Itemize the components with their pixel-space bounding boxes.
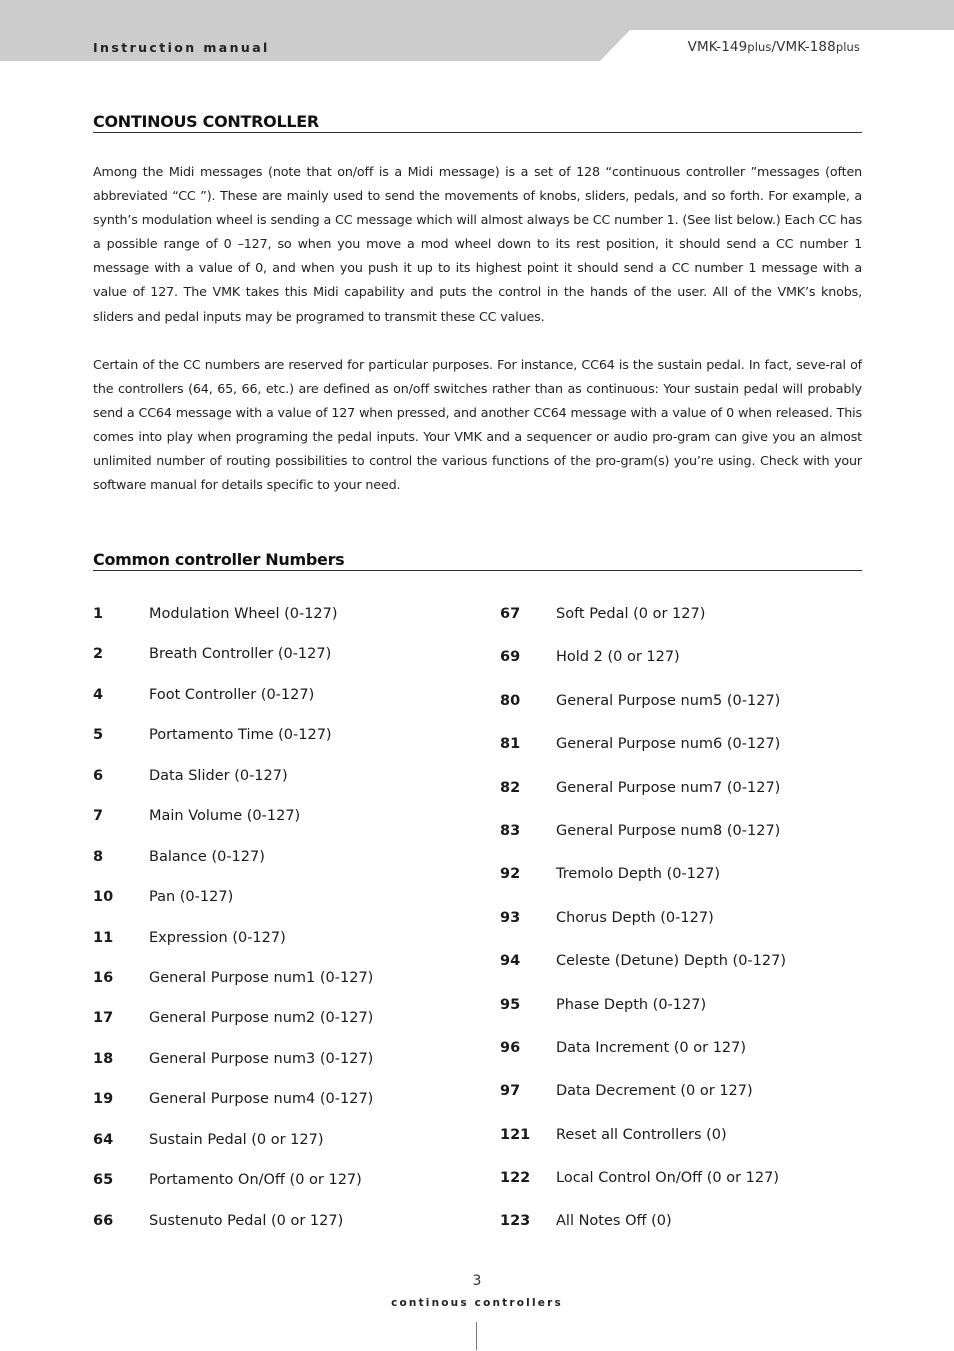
cc-label: Hold 2 (0 or 127) (556, 649, 680, 666)
footer-divider (476, 1322, 477, 1350)
cc-number: 7 (93, 808, 104, 825)
cc-row (93, 1213, 473, 1253)
cc-row (93, 970, 473, 1010)
cc-label: General Purpose num8 (0-127) (556, 822, 781, 839)
cc-number: 11 (93, 929, 114, 946)
cc-row (93, 727, 473, 767)
cc-row (500, 1040, 862, 1083)
cc-row (500, 736, 862, 779)
cc-row (500, 1170, 862, 1213)
cc-number: 16 (93, 969, 114, 986)
cc-number: 5 (93, 727, 104, 744)
cc-label: General Purpose num4 (0-127) (149, 1091, 374, 1108)
cc-label: Pan (0-127) (149, 889, 234, 906)
cc-row (500, 780, 862, 823)
cc-label: Soft Pedal (0 or 127) (556, 606, 706, 622)
cc-list-right (500, 606, 862, 1257)
cc-row (93, 1051, 473, 1091)
cc-number: 95 (500, 996, 521, 1013)
model-a: VMK-149 (687, 39, 748, 55)
cc-label: Expression (0-127) (149, 929, 286, 946)
cc-number: 94 (500, 953, 521, 970)
cc-label: Reset all Controllers (0) (556, 1126, 727, 1143)
cc-label: Sustenuto Pedal (0 or 127) (149, 1212, 344, 1229)
cc-row (500, 649, 862, 692)
cc-number: 80 (500, 692, 521, 709)
page-number: 3 (472, 1273, 482, 1289)
cc-row (93, 1010, 473, 1050)
cc-row (93, 930, 473, 970)
cc-row (93, 646, 473, 686)
cc-row (500, 693, 862, 736)
cc-label: Chorus Depth (0-127) (556, 909, 714, 926)
cc-row (93, 1132, 473, 1172)
cc-number: 18 (93, 1050, 114, 1067)
cc-number: 2 (93, 646, 104, 663)
cc-row (93, 1172, 473, 1212)
cc-number: 93 (500, 909, 521, 926)
cc-label: Data Slider (0-127) (149, 767, 288, 784)
cc-number: 81 (500, 736, 521, 753)
cc-number: 17 (93, 1010, 114, 1027)
cc-label: Main Volume (0-127) (149, 808, 301, 825)
cc-label: Sustain Pedal (0 or 127) (149, 1131, 324, 1148)
cc-row (500, 953, 862, 996)
cc-row (93, 1091, 473, 1131)
intro-paragraph: Among the Midi messages (note that on/off is a Midi message) is a set of 128 “continuous controller ”messages (often abbreviated “CC ”). These are mainly used to send the movements of knobs, sliders, pedals, and so forth. For example, a synth’s modulation wheel is sending a CC message which will almost always be CC number 1. (See list below.) Each CC has a possible range of 0 –127, so when you move a mod wheel down to its rest position, it should send a CC number 1 message with a value of 0, and when you push it up to its highest point it should send a CC number 1 message with a value of 127. The VMK takes this Midi capability and puts the control in the hands of the user. All of the VMK’s knobs, sliders and pedal inputs may be programed to transmit these CC values. (93, 164, 862, 324)
cc-number: 92 (500, 866, 521, 883)
cc-row (500, 606, 862, 649)
cc-number: 64 (93, 1131, 114, 1148)
cc-label: General Purpose num7 (0-127) (556, 779, 781, 796)
model-b: VMK-188 (776, 39, 836, 55)
cc-number: 83 (500, 822, 521, 839)
reserved-cc-paragraph: Certain of the CC numbers are reserved for particular purposes. For instance, CC64 is the sustain pedal. In fact, seve-ral of the controllers (64, 65, 66, etc.) are defined as on/off switches rather than as continuous: Your sustain pedal will probably send a CC64 message with a value of 127 when pressed, and another CC64 message with a value of 0 when released. This comes into play when programing the pedal inputs. Your VMK and a sequencer or audio pro-gram can give you an almost unlimited number of routing possibilities to control the various functions of the pro-gram(s) you’re using. Check with your software manual for details specific to your need. (93, 357, 862, 493)
cc-row (93, 889, 473, 929)
cc-label: General Purpose num2 (0-127) (149, 1010, 374, 1027)
cc-list-left (93, 606, 473, 1253)
cc-number: 8 (93, 848, 104, 865)
manual-title: Instruction manual (93, 40, 270, 55)
cc-row (500, 1083, 862, 1126)
cc-label: Breath Controller (0-127) (149, 646, 332, 663)
cc-label: Foot Controller (0-127) (149, 686, 315, 703)
cc-row (500, 866, 862, 909)
cc-number: 67 (500, 606, 521, 622)
cc-row (500, 1127, 862, 1170)
section-title-common-controllers: Common controller Numbers (93, 550, 862, 571)
cc-label: Portamento Time (0-127) (149, 727, 332, 744)
cc-label: Balance (0-127) (149, 848, 265, 865)
cc-label: Data Increment (0 or 127) (556, 1039, 747, 1056)
cc-label: Phase Depth (0-127) (556, 996, 707, 1013)
cc-row (500, 1213, 862, 1256)
cc-label: All Notes Off (0) (556, 1213, 672, 1230)
cc-label: Local Control On/Off (0 or 127) (556, 1170, 779, 1187)
cc-label: Tremolo Depth (0-127) (556, 866, 721, 883)
cc-number: 122 (500, 1170, 531, 1187)
model-a-suffix: plus (747, 40, 772, 54)
model-names (688, 39, 860, 55)
cc-row (93, 808, 473, 848)
cc-label: Modulation Wheel (0-127) (149, 606, 338, 622)
cc-number: 10 (93, 889, 114, 906)
cc-label: General Purpose num5 (0-127) (556, 692, 781, 709)
cc-number: 4 (93, 686, 104, 703)
cc-number: 69 (500, 649, 521, 666)
cc-label: General Purpose num3 (0-127) (149, 1050, 374, 1067)
cc-row (93, 687, 473, 727)
cc-row (93, 606, 473, 646)
cc-number: 96 (500, 1039, 521, 1056)
cc-number: 65 (93, 1172, 114, 1189)
cc-row (500, 997, 862, 1040)
cc-row (500, 910, 862, 953)
cc-number: 66 (93, 1212, 114, 1229)
cc-number: 123 (500, 1213, 531, 1230)
model-separator: / (771, 39, 777, 55)
cc-row (93, 849, 473, 889)
cc-label: General Purpose num6 (0-127) (556, 736, 781, 753)
cc-label: Celeste (Detune) Depth (0-127) (556, 953, 786, 970)
cc-row (93, 768, 473, 808)
cc-label: Portamento On/Off (0 or 127) (149, 1172, 362, 1189)
cc-row (500, 823, 862, 866)
cc-number: 19 (93, 1091, 114, 1108)
footer-section-label: continous controllers (391, 1297, 563, 1309)
cc-label: Data Decrement (0 or 127) (556, 1083, 753, 1100)
cc-number: 6 (93, 767, 104, 784)
model-b-suffix: plus (835, 40, 860, 54)
cc-number: 121 (500, 1126, 531, 1143)
cc-number: 97 (500, 1083, 521, 1100)
cc-label: General Purpose num1 (0-127) (149, 969, 374, 986)
cc-number: 82 (500, 779, 521, 796)
section-title-continuous-controller: CONTINOUS CONTROLLER (93, 112, 862, 133)
cc-number: 1 (93, 606, 104, 622)
